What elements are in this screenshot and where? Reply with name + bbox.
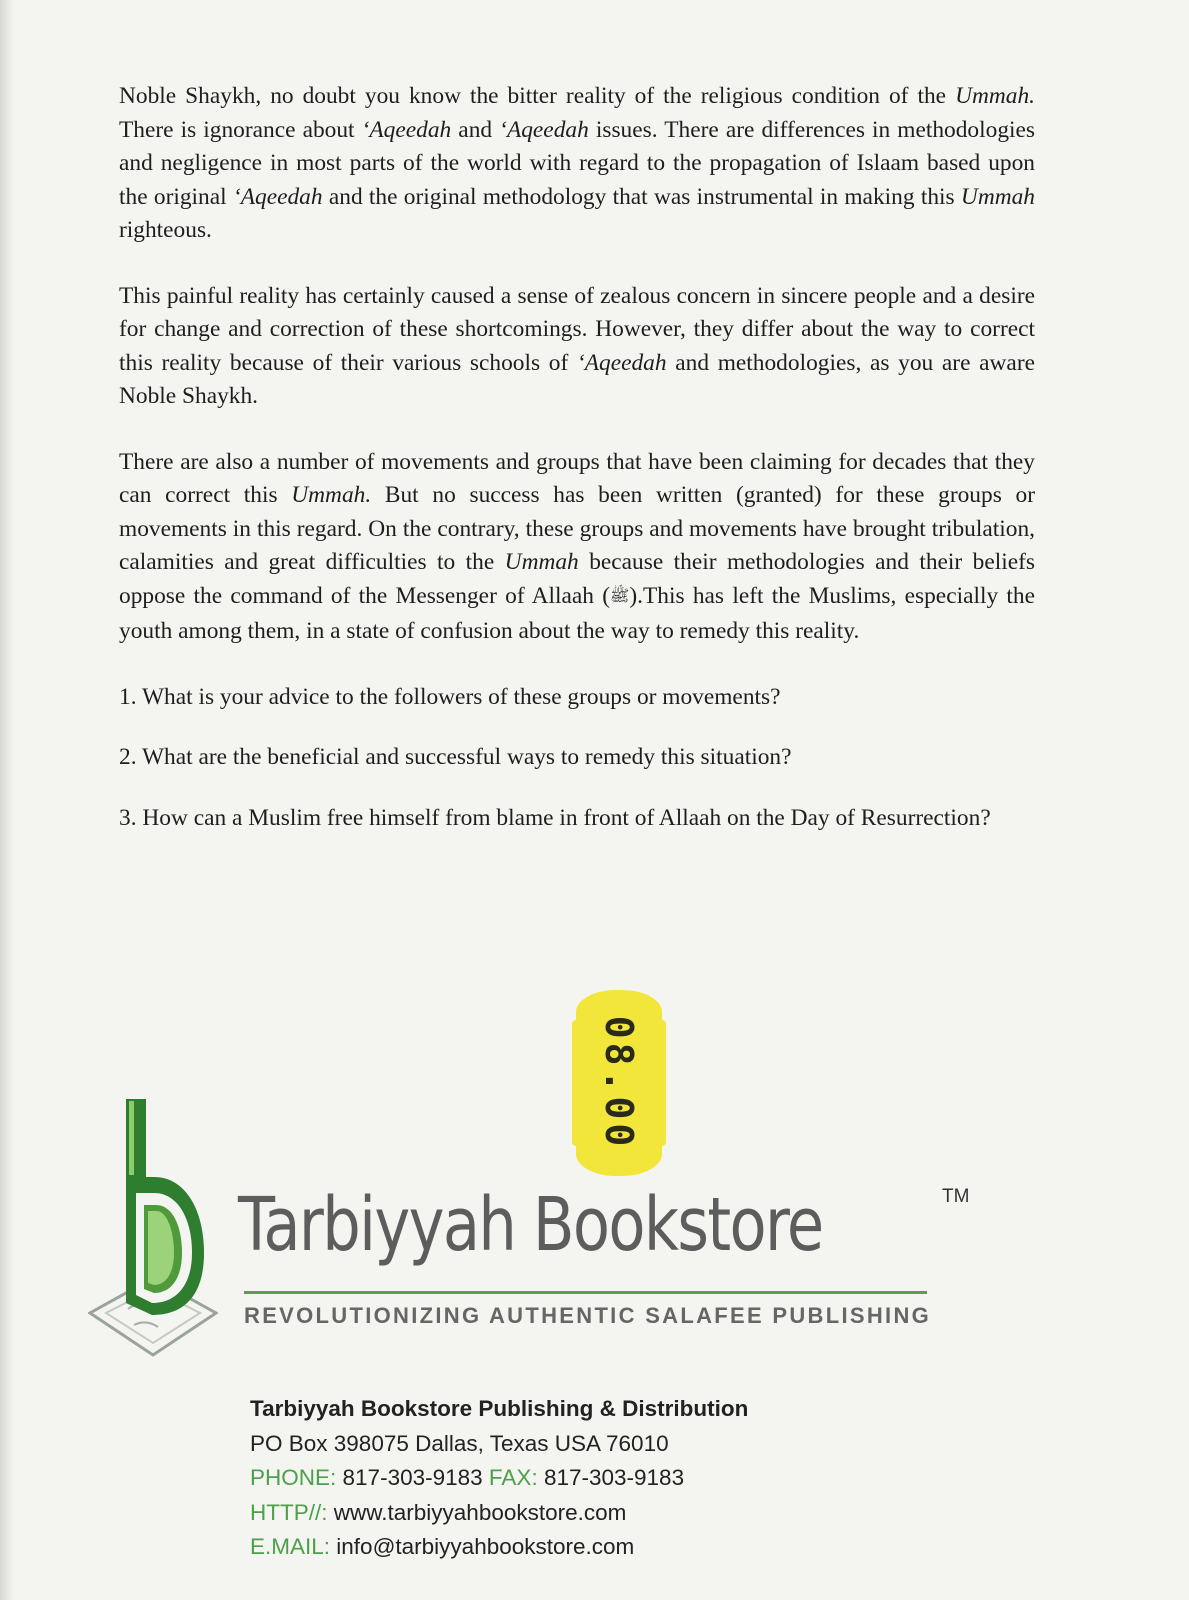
fax-label: FAX: bbox=[488, 1465, 538, 1490]
email-line bbox=[250, 1530, 748, 1565]
body-text bbox=[119, 80, 1035, 862]
contact-block bbox=[250, 1392, 748, 1565]
paragraph-3: There are also a number of movements and groups that have been claiming for decades that they can correct this Ummah. But no success has been written (granted) for these groups or movements in this regard. On the contrary, these groups and movements have brought tribulation, calamities and great difficulties to the Ummah because their methodologies and their beliefs oppose the command of the Messenger of Allaah (ﷺ).This has left the Muslims, especially the youth among them, in a state of confusion about the way to remedy this reality. bbox=[119, 448, 1035, 644]
fax-number: 817-303-9183 bbox=[543, 1465, 685, 1490]
address: PO Box 398075 Dallas, Texas USA 76010 bbox=[250, 1430, 669, 1456]
paragraph-1: Noble Shaykh, no doubt you know the bitter reality of the religious condition of the Ummah. There is ignorance about ‘Aqeedah and ‘Aqeedah issues. There are differences in methodologies and negligence in most parts of the world with regard to the propagation of Islaam based upon the original ‘Aqeedah and the original methodology that was instrumental in making this Ummah righteous. bbox=[119, 83, 1035, 243]
question-1: 1. What is your advice to the followers of these groups or movements? bbox=[119, 683, 781, 710]
website-label: HTTP//: bbox=[250, 1499, 328, 1525]
email-link[interactable]: info@tarbiyyahbookstore.com bbox=[336, 1534, 635, 1559]
tarbiyyah-b-logo-icon bbox=[88, 1093, 218, 1363]
salutation-icon: ﷺ bbox=[610, 587, 630, 605]
phone-label: PHONE: bbox=[250, 1465, 337, 1490]
website-link[interactable]: www.tarbiyyahbookstore.com bbox=[333, 1499, 627, 1525]
brand-name: Tarbiyyah Bookstore bbox=[238, 1182, 823, 1268]
brand-underline bbox=[244, 1291, 927, 1294]
question-3: 3. How can a Muslim free himself from blame in front of Allaah on the Day of Resurrection? bbox=[119, 804, 991, 831]
trademark: TM bbox=[942, 1186, 970, 1207]
email-label: E.MAIL: bbox=[250, 1534, 331, 1559]
price-text: 08.00 bbox=[597, 1015, 641, 1151]
phone-number: 817-303-9183 bbox=[342, 1465, 483, 1490]
company-name: Tarbiyyah Bookstore Publishing & Distribution bbox=[250, 1396, 749, 1421]
brand-tagline: REVOLUTIONIZING AUTHENTIC SALAFEE PUBLISHING bbox=[244, 1303, 932, 1328]
price-sticker bbox=[576, 990, 662, 1176]
website-line bbox=[250, 1496, 748, 1531]
question-2: 2. What are the beneficial and successful ways to remedy this situation? bbox=[119, 744, 792, 770]
phone-fax-line bbox=[250, 1461, 748, 1496]
page-edge bbox=[0, 0, 14, 1600]
paragraph-2: This painful reality has certainly caused a sense of zealous concern in sincere people and a desire for change and correction of these shortcomings. However, they differ about the way to correct this reality because of their various schools of ‘Aqeedah and methodologies, as you are aware Noble Shaykh. bbox=[119, 282, 1035, 409]
